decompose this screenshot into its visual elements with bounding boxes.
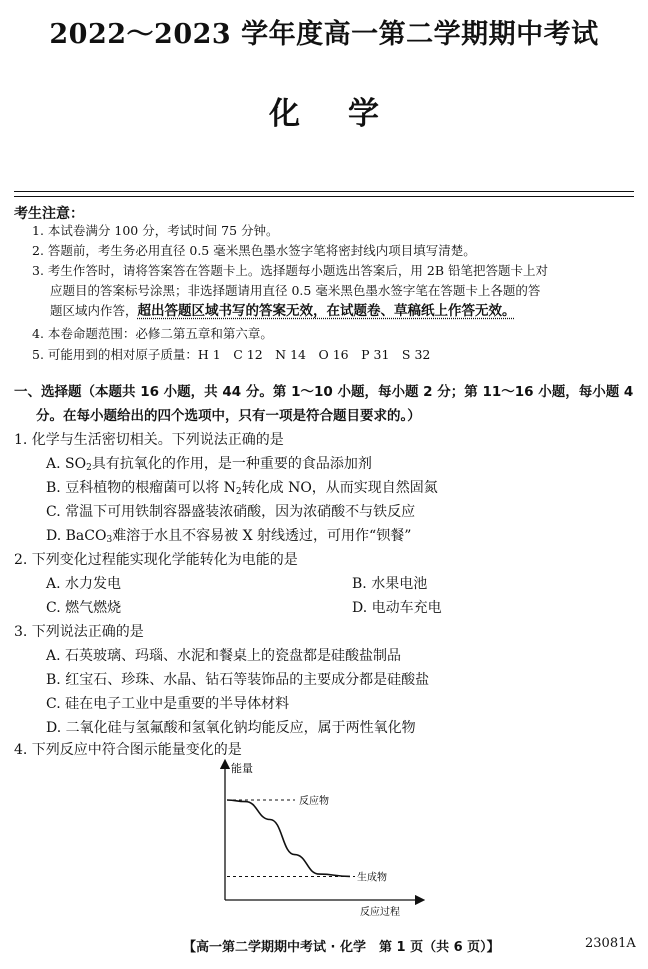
notice-heading: 考生注意： bbox=[14, 206, 84, 222]
notice-item: 4. 本卷命题范围：必修二第五章和第六章。 bbox=[32, 326, 273, 341]
notice-emphasis: 超出答题区域书写的答案无效，在试题卷、草稿纸上作答无效。 bbox=[137, 303, 516, 319]
question-2-stem: 2. 下列变化过程能实现化学能转化为电能的是 bbox=[14, 552, 298, 568]
exam-title: 2022～2023 学年度高一第二学期期中考试 bbox=[49, 19, 599, 50]
x-axis-label: 反应过程 bbox=[360, 907, 400, 918]
divider-line bbox=[14, 191, 634, 192]
exam-code: 23081A bbox=[585, 936, 636, 951]
question-2-option-a: A. 水力发电 bbox=[46, 576, 122, 592]
question-1-option-d: D. BaCO$_3$难溶于水且不容易被 X 射线透过，可用作“钡餐” bbox=[46, 528, 412, 545]
product-label: 生成物 bbox=[357, 872, 387, 884]
notice-text: 题区域内作答， bbox=[50, 303, 138, 318]
page-footer: 【高一第二学期期中考试 · 化学 第 1 页（共 6 页）】 bbox=[183, 940, 500, 955]
question-3-stem: 3. 下列说法正确的是 bbox=[14, 624, 144, 640]
question-2-option-b: B. 水果电池 bbox=[352, 576, 428, 592]
question-1-option-c: C. 常温下可用铁制容器盛装浓硝酸，因为浓硝酸不与铁反应 bbox=[46, 504, 416, 520]
energy-curve bbox=[227, 800, 350, 876]
question-2-option-c: C. 燃气燃烧 bbox=[46, 600, 122, 616]
notice-item bbox=[50, 301, 648, 321]
y-axis-label: 能量 bbox=[231, 762, 253, 775]
section-heading: 一、选择题（本题共 16 小题，共 44 分。第 1～10 小题，每小题 2 分；第 11～16 小题，每小题 4 bbox=[14, 384, 634, 400]
question-1-option-b: B. 豆科植物的根瘤菌可以将 $N_2$转化成 NO，从而实现自然固氮 bbox=[46, 480, 438, 497]
divider-line bbox=[14, 196, 634, 197]
question-2-option-d: D. 电动车充电 bbox=[352, 600, 442, 616]
notice-item: 1. 本试卷满分 100 分，考试时间 75 分钟。 bbox=[32, 223, 279, 238]
question-3-option-c: C. 硅在电子工业中是重要的半导体材料 bbox=[46, 696, 290, 712]
question-4-stem: 4. 下列反应中符合图示能量变化的是 bbox=[14, 742, 242, 758]
question-3-option-d: D. 二氧化硅与氢氟酸和氢氧化钠均能反应，属于两性氧化物 bbox=[46, 720, 416, 736]
reactant-label: 反应物 bbox=[299, 796, 329, 807]
question-3-option-b: B. 红宝石、珍珠、水晶、钻石等装饰品的主要成分都是硅酸盐 bbox=[46, 672, 430, 688]
subject-title: 化学 bbox=[269, 96, 427, 132]
question-1-option-a: A. $SO_2$具有抗氧化的作用，是一种重要的食品添加剂 bbox=[46, 456, 372, 473]
energy-diagram bbox=[205, 758, 435, 918]
notice-item: 2. 答题前，考生务必用直径 0.5 毫米黑色墨水签字笔将密封线内项目填写清楚。 bbox=[32, 243, 476, 258]
notice-item: 5. 可能用到的相对原子质量：H 1 C 12 N 14 O 16 P 31 S 32 bbox=[32, 347, 431, 362]
notice-item: 3. 考生作答时，请将答案答在答题卡上。选择题每小题选出答案后，用 2B 铅笔把答题卡上对 bbox=[32, 263, 548, 278]
section-heading-cont: 分。在每小题给出的四个选项中，只有一项是符合题目要求的。） bbox=[36, 408, 421, 424]
question-1-stem: 1. 化学与生活密切相关。下列说法正确的是 bbox=[14, 432, 284, 448]
question-3-option-a: A. 石英玻璃、玛瑙、水泥和餐桌上的瓷盘都是硅酸盐制品 bbox=[46, 648, 402, 664]
notice-item: 应题目的答案标号涂黑；非选择题请用直径 0.5 毫米黑色墨水签字笔在答题卡上各题的答 bbox=[50, 283, 541, 298]
